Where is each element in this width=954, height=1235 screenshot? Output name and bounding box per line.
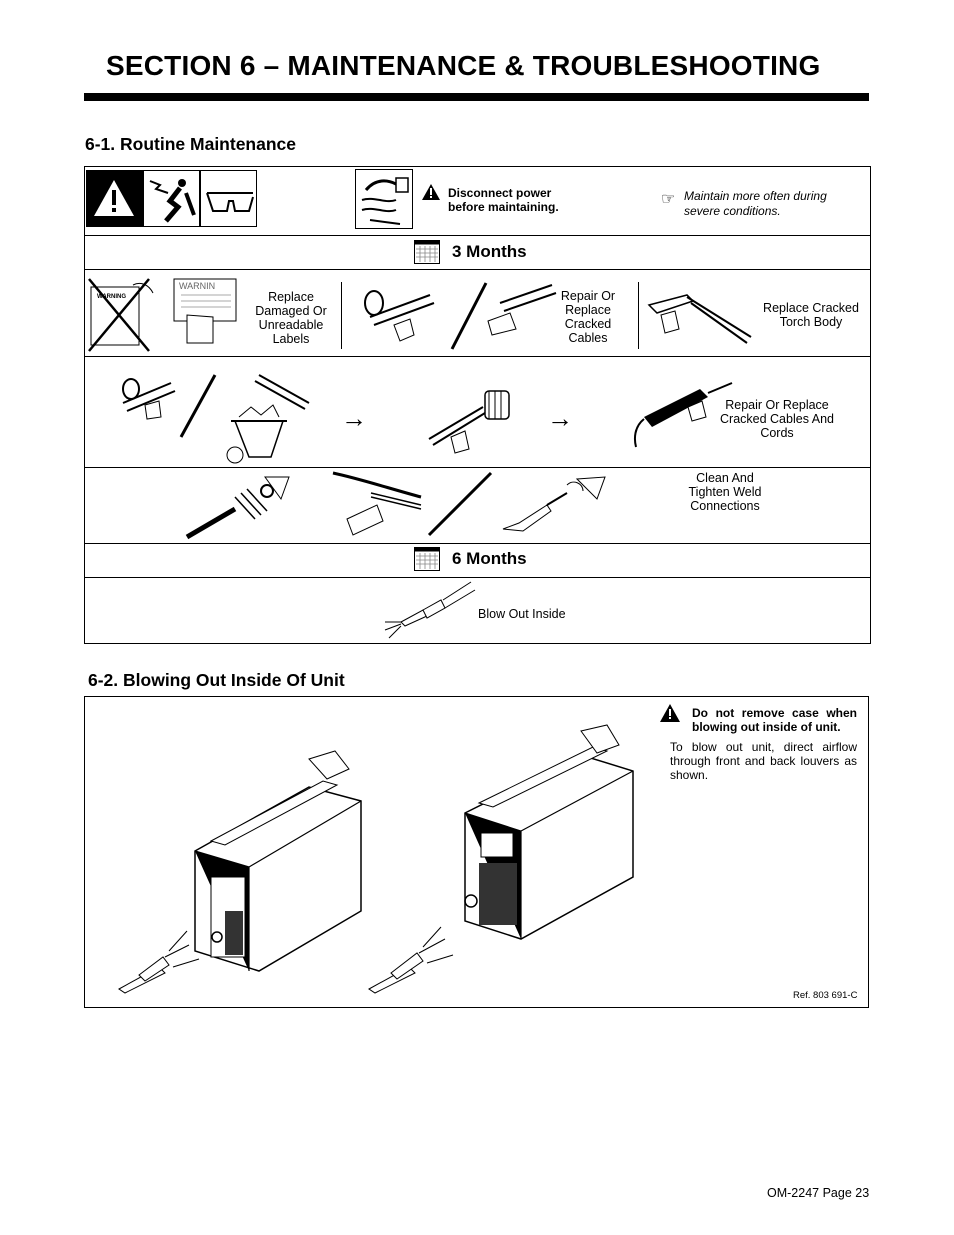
safety-glasses-icon [200, 170, 257, 227]
page-footer: OM-2247 Page 23 [767, 1186, 870, 1200]
six-months-heading: 6 Months [452, 549, 527, 568]
arrow-right-icon: → [547, 403, 573, 433]
row-divider [85, 356, 870, 357]
note-text: Maintain more often during severe conditions. [684, 189, 827, 218]
blowing-instruction-text: To blow out unit, direct airflow through front and back louvers as shown. [670, 740, 857, 782]
section-title: SECTION 6 – MAINTENANCE & TROUBLESHOOTING [106, 50, 821, 81]
warning-label-text: WARNIN [179, 281, 216, 291]
row-divider [85, 235, 870, 236]
blow-out-text: Blow Out Inside [478, 607, 566, 621]
row-divider [85, 269, 870, 270]
row-divider [85, 577, 870, 578]
repair-cables-text: Repair Or Replace Cracked Cables [560, 289, 616, 345]
warning-label-text: WARNING [97, 294, 126, 300]
disconnect-warning-text: Disconnect power before maintaining. [448, 186, 559, 214]
clean-tighten-text: Clean And Tighten Weld Connections [688, 471, 762, 513]
warning-triangle-icon [86, 170, 143, 227]
routine-maintenance-table [84, 166, 871, 644]
repair-cords-text: Repair Or Replace Cracked Cables And Cords [720, 398, 834, 440]
row-divider [85, 467, 870, 468]
blowing-out-box [84, 696, 869, 1008]
replace-labels-text: Replace Damaged Or Unreadable Labels [255, 290, 327, 346]
cell-divider [341, 282, 342, 349]
arrow-right-icon: → [341, 403, 367, 433]
electric-shock-icon [143, 170, 200, 227]
title-rule [84, 93, 869, 101]
pointing-hand-icon: ☞ [661, 191, 676, 208]
disconnect-plug-icon [355, 169, 413, 229]
cell-divider [638, 282, 639, 349]
row-divider [85, 543, 870, 544]
blowing-warning-text: Do not remove case when blowing out inside of unit. [692, 706, 857, 734]
three-months-heading: 3 Months [452, 242, 527, 261]
blowing-out-heading: 6-2. Blowing Out Inside Of Unit [88, 670, 345, 690]
replace-torch-text: Replace Cracked Torch Body [763, 301, 859, 329]
routine-maintenance-heading: 6-1. Routine Maintenance [85, 134, 297, 154]
reference-number: Ref. 803 691-C [793, 990, 858, 1001]
